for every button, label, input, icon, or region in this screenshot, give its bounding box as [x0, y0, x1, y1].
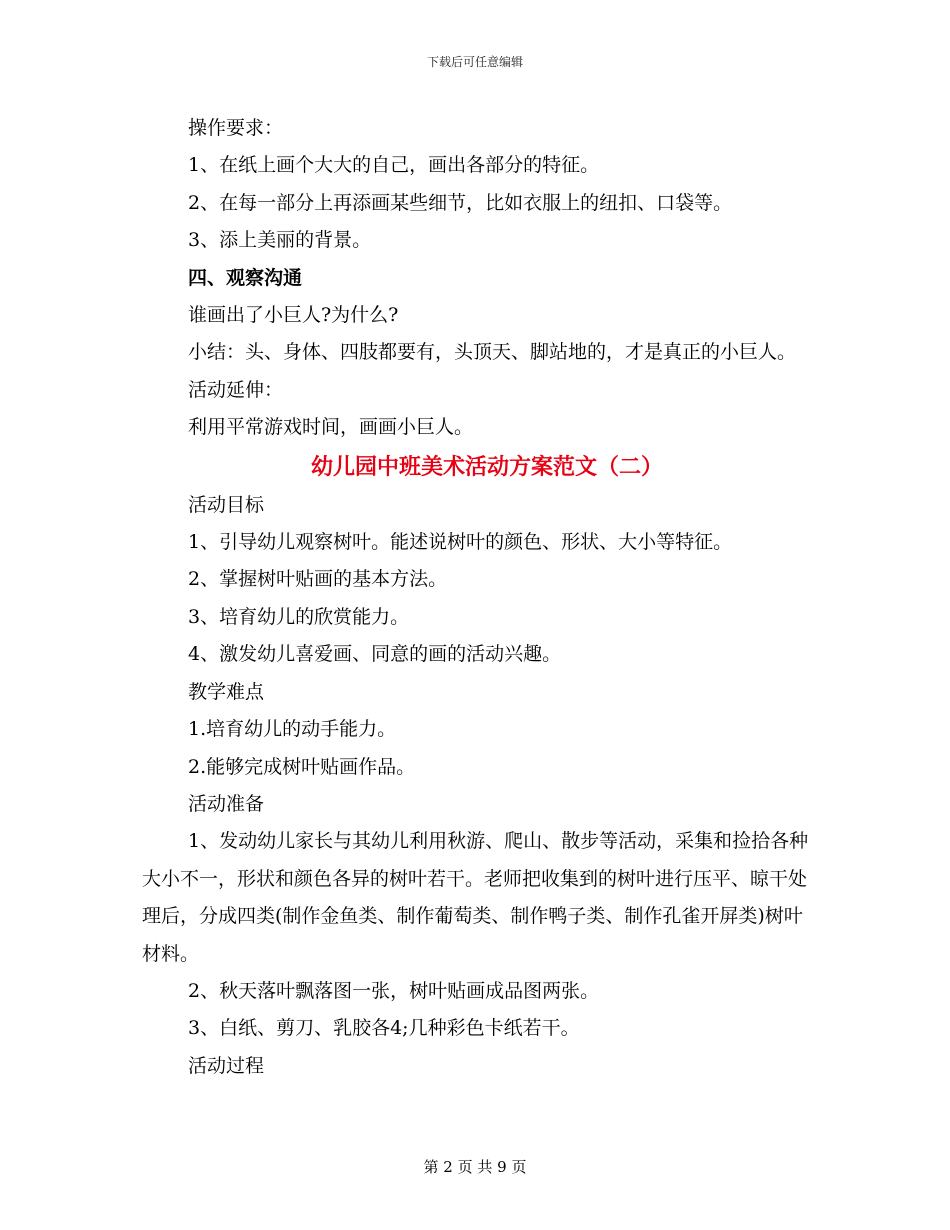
document-body	[142, 110, 812, 1085]
process-label: 活动过程	[188, 1054, 265, 1077]
difficulty-label: 教学难点	[188, 680, 265, 703]
goal-item-3: 3、培育幼儿的欣赏能力。	[188, 605, 410, 628]
prep-item-2: 2、秋天落叶飘落图一张，树叶贴画成品图两张。	[188, 979, 600, 1002]
requirement-item-2: 2、在每一部分上再添画某些细节，比如衣服上的纽扣、口袋等。	[188, 191, 733, 214]
operation-requirements-label: 操作要求：	[188, 117, 284, 139]
requirement-item-1: 1、在纸上画个大大的自己，画出各部分的特征。	[188, 154, 600, 177]
difficulty-item-2: 2.能够完成树叶贴画作品。	[188, 755, 416, 778]
extension-label: 活动延伸：	[188, 378, 284, 401]
section-title: 幼儿园中班美术活动方案范文（二）	[310, 453, 663, 480]
prep-label: 活动准备	[188, 792, 265, 815]
goals-label: 活动目标	[188, 493, 265, 516]
observe-summary: 小结：头、身体、四肢都要有，头顶天、脚站地的，才是真正的小巨人。	[188, 341, 797, 364]
goal-item-2: 2、掌握树叶贴画的基本方法。	[188, 568, 448, 591]
prep-item-3: 3、白纸、剪刀、乳胶各4;几种彩色卡纸若干。	[188, 1017, 580, 1040]
extension-text: 利用平常游戏时间，画画小巨人。	[188, 416, 474, 439]
prep-item-1: 1、发动幼儿家长与其幼儿利用秋游、爬山、散步等活动，采集和捡拾各种大小不一，形状和颜色各异的树叶若干。老师把收集到的树叶进行压平、晾干处理后，分成四类(制作金鱼类、制作葡萄类、制作鸭子类、制作孔雀开屏类)树叶材料。	[142, 830, 809, 965]
goal-item-1: 1、引导幼儿观察树叶。能述说树叶的颜色、形状、大小等特征。	[188, 531, 733, 554]
observe-question: 谁画出了小巨人?为什么?	[188, 304, 399, 327]
requirement-item-3: 3、添上美丽的背景。	[188, 229, 372, 252]
goal-item-4: 4、激发幼儿喜爱画、同意的画的活动兴趣。	[188, 643, 562, 666]
difficulty-item-1: 1.培育幼儿的动手能力。	[188, 718, 397, 741]
section-heading-observe: 四、观察沟通	[188, 266, 303, 289]
page-header-note: 下载后可任意编辑	[426, 55, 523, 69]
page-footer-pagination: 第 2 页 共 9 页	[423, 1158, 527, 1176]
